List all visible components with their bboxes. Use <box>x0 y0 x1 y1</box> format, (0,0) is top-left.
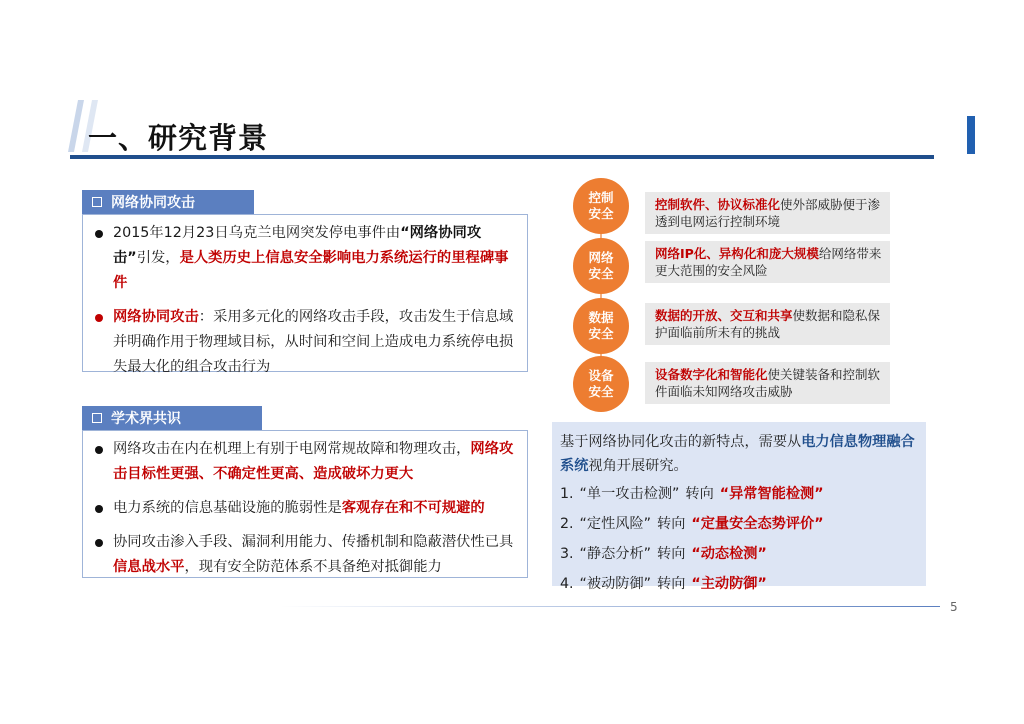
row-number: 4. <box>560 576 574 592</box>
item-emphasis: 网络攻击目标性更强、不确定性更高、造成破坏力更大 <box>113 441 514 482</box>
risk-circle-device <box>573 356 629 412</box>
section-header-academic-consensus <box>82 406 262 430</box>
risk-text: 使关键装备和控制软件面临未知网络攻击威胁 <box>655 367 881 399</box>
risk-circle-data <box>573 298 629 354</box>
risk-text: 使外部威胁便于渗透到电网运行控制环境 <box>655 197 881 229</box>
item-text: 协同攻击渗入手段、漏洞利用能力、传播机制和隐蔽潜伏性已具 <box>113 534 514 550</box>
item-text: ：采用多元化的网络攻击手段，攻击发生于信息域并明确作用于物理域目标，从时间和空间上造成电力系统停电损失最大化的组合攻击行为 <box>113 309 514 375</box>
row-to: “主动防御” <box>691 576 767 592</box>
direction-row <box>560 512 918 536</box>
list-item <box>93 305 517 380</box>
section-header-label: 学术界共识 <box>111 411 181 427</box>
row-from: “被动防御” <box>579 576 651 592</box>
circle-label: 网络 <box>588 250 614 265</box>
row-from: “单一攻击检测” <box>579 486 680 502</box>
circle-label: 安全 <box>588 384 614 399</box>
section-header-network-attack <box>82 190 254 214</box>
circle-label: 设备 <box>588 368 614 383</box>
list-item <box>93 221 517 296</box>
section-header-label: 网络协同攻击 <box>111 195 195 211</box>
row-number: 3. <box>560 546 574 562</box>
bullet-icon <box>95 314 103 322</box>
row-mid: 转向 <box>685 486 714 502</box>
circle-label: 安全 <box>588 266 614 281</box>
risk-circle-control <box>573 178 629 234</box>
bullet-icon <box>95 230 103 238</box>
risk-description-network <box>645 241 890 283</box>
circle-label: 安全 <box>588 326 614 341</box>
intro-text: 视角开展研究。 <box>588 458 688 474</box>
accent-bar <box>967 116 975 154</box>
risk-emphasis: 控制软件、协议标准化 <box>655 197 781 212</box>
intro-emphasis: 电力信息物理融合系统 <box>560 434 915 474</box>
row-mid: 转向 <box>657 516 686 532</box>
item-text: 引发， <box>136 250 180 266</box>
intro-text: 基于网络协同化攻击的新特点，需要从 <box>560 434 802 450</box>
section-panel-network-attack <box>82 214 528 375</box>
checkbox-square-icon <box>92 413 102 423</box>
bullet-icon <box>95 446 103 454</box>
page-title: 一、研究背景 <box>88 121 269 155</box>
circle-label: 控制 <box>588 190 614 205</box>
item-emphasis: 网络协同攻击 <box>113 309 199 325</box>
risk-text: 使数据和隐私保护面临前所未有的挑战 <box>655 308 881 340</box>
research-direction-panel <box>552 422 926 592</box>
list-item <box>93 530 517 580</box>
item-emphasis: 是人类历史上信息安全影响电力系统运行的里程碑事件 <box>113 250 509 291</box>
risk-text: 给网络带来更大范围的安全风险 <box>655 246 882 278</box>
direction-row <box>560 542 918 566</box>
row-to: “动态检测” <box>691 546 767 562</box>
bullet-icon <box>95 505 103 513</box>
list-item <box>93 496 517 521</box>
row-from: “定性风险” <box>579 516 651 532</box>
risk-description-control <box>645 192 890 234</box>
item-emphasis: 客观存在和不可规避的 <box>341 500 485 516</box>
item-text: 网络攻击在内在机理上有别于电网常规故障和物理攻击， <box>113 441 471 457</box>
page-number: 5 <box>950 600 958 614</box>
row-mid: 转向 <box>657 546 686 562</box>
bullet-icon <box>95 539 103 547</box>
item-text: 2015年12月23日乌克兰电网突发停电事件由 <box>113 225 401 241</box>
row-from: “静态分析” <box>579 546 651 562</box>
direction-row <box>560 572 918 596</box>
list-item <box>93 437 517 487</box>
risk-emphasis: 数据的开放、交互和共享 <box>655 308 793 323</box>
risk-emphasis: 设备数字化和智能化 <box>655 367 768 382</box>
direction-row <box>560 482 918 506</box>
item-text: ，现有安全防范体系不具备绝对抵御能力 <box>184 559 442 575</box>
risk-description-device <box>645 362 890 404</box>
row-number: 2. <box>560 516 574 532</box>
panel-intro <box>560 430 918 478</box>
title-underline <box>70 155 934 159</box>
item-text: 电力系统的信息基础设施的脆弱性是 <box>113 500 342 516</box>
risk-emphasis: 网络IP化、异构化和庞大规模 <box>655 246 819 261</box>
checkbox-square-icon <box>92 197 102 207</box>
item-bold: “网络协同攻击” <box>113 225 482 266</box>
row-to: “定量安全态势评价” <box>691 516 824 532</box>
risk-circle-network <box>573 238 629 294</box>
section-panel-academic-consensus <box>82 430 528 578</box>
circle-label: 安全 <box>588 206 614 221</box>
circle-label: 数据 <box>588 310 614 325</box>
item-emphasis: 信息战水平 <box>113 559 185 575</box>
row-number: 1. <box>560 486 574 502</box>
row-to: “异常智能检测” <box>719 486 824 502</box>
footer-divider <box>280 606 940 607</box>
risk-description-data <box>645 303 890 345</box>
row-mid: 转向 <box>657 576 686 592</box>
